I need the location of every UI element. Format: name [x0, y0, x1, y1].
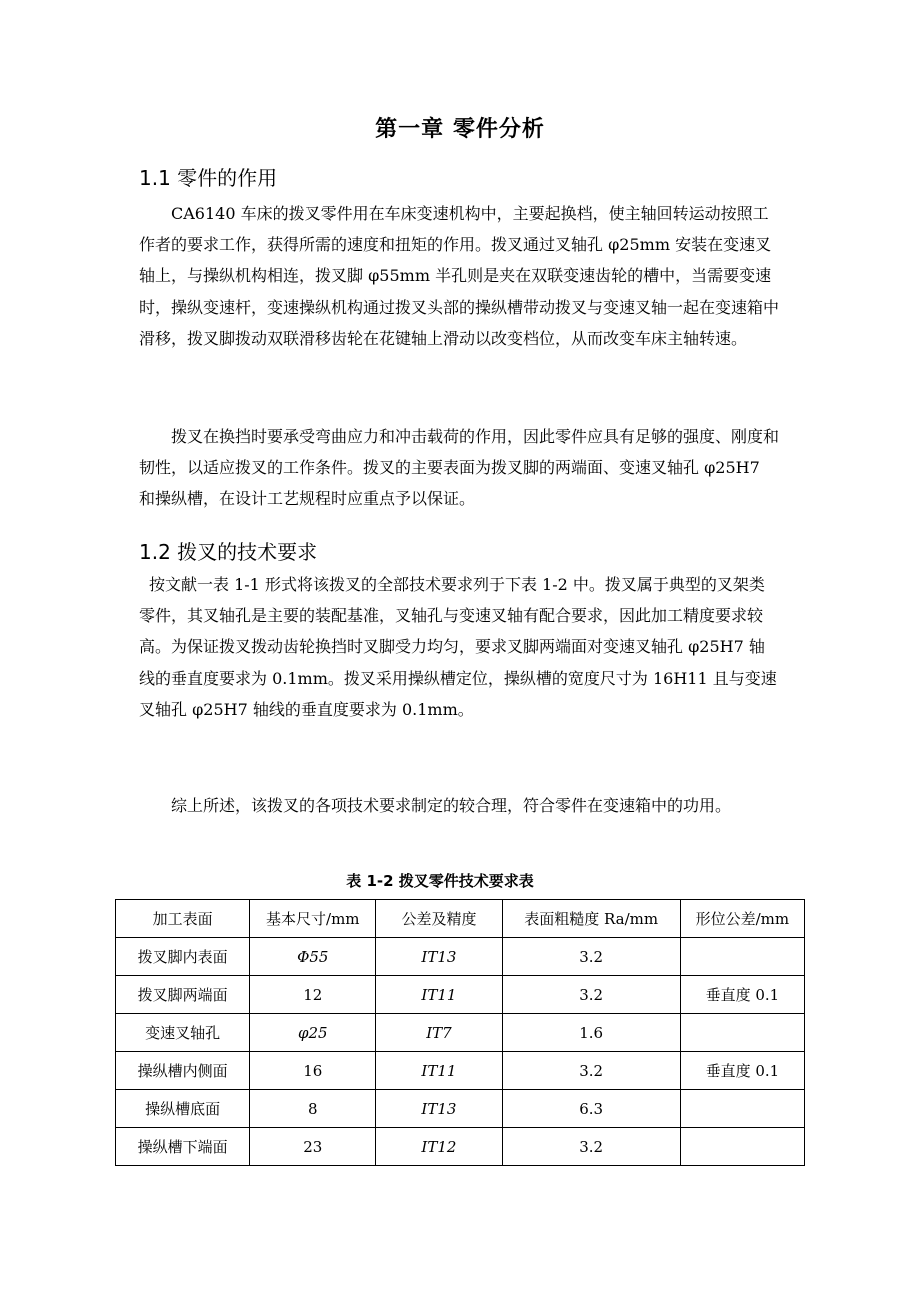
- table-cell: 变速叉轴孔: [116, 1014, 250, 1052]
- table-cell: 3.2: [502, 938, 680, 976]
- table-cell: [680, 1090, 804, 1128]
- table-header-cell: 形位公差/mm: [680, 900, 804, 938]
- spec-table: [115, 899, 805, 1166]
- table-cell: 操纵槽底面: [116, 1090, 250, 1128]
- table-cell: 8: [250, 1090, 376, 1128]
- table-caption: 表 1-2 拨叉零件技术要求表: [346, 872, 534, 890]
- section-heading: 1.1 零件的作用: [139, 166, 278, 190]
- table-cell: IT13: [376, 1090, 502, 1128]
- table-cell: 垂直度 0.1: [680, 976, 804, 1014]
- table-cell: 拨叉脚内表面: [116, 938, 250, 976]
- table-cell: [680, 1128, 804, 1166]
- table-cell: 12: [250, 976, 376, 1014]
- table-cell: [680, 1014, 804, 1052]
- table-cell: 1.6: [502, 1014, 680, 1052]
- table-cell: 6.3: [502, 1090, 680, 1128]
- paragraph: CA6140 车床的拨叉零件用在车床变速机构中，主要起换档，使主轴回转运动按照工作者的要求工作，获得所需的速度和扭矩的作用。拨叉通过叉轴孔 φ25mm 安装在变速叉轴上，与操纵机构相连，拨叉脚 φ55mm 半孔则是夹在双联变速齿轮的槽中，当需要变速时，操纵变速杆，变速操纵机构通过拨叉头部的操纵槽带动拨叉与变速叉轴一起在变速箱中滑移，拨叉脚拨动双联滑移齿轮在花键轴上滑动以改变档位，从而改变车床主轴转速。: [139, 204, 780, 348]
- table-cell: IT11: [376, 1052, 502, 1090]
- table-cell: 操纵槽内侧面: [116, 1052, 250, 1090]
- section-heading: 1.2 拨叉的技术要求: [139, 540, 318, 564]
- table-cell: 3.2: [502, 1052, 680, 1090]
- table-row: [116, 1128, 805, 1166]
- paragraph: 按文献一表 1-1 形式将该拨叉的全部技术要求列于下表 1-2 中。拨叉属于典型的叉架类零件，其叉轴孔是主要的装配基准，叉轴孔与变速叉轴有配合要求，因此加工精度要求较高。为保证拨叉拨动齿轮换挡时叉脚受力均匀，要求叉脚两端面对变速叉轴孔 φ25H7 轴线的垂直度要求为 0.1mm。拨叉采用操纵槽定位，操纵槽的宽度尺寸为 16H11 且与变速叉轴孔 φ25H7 轴线的垂直度要求为 0.1mm。: [139, 575, 777, 719]
- table-cell: 16: [250, 1052, 376, 1090]
- table-header-cell: 加工表面: [116, 900, 250, 938]
- table-row: [116, 1014, 805, 1052]
- table-cell: 垂直度 0.1: [680, 1052, 804, 1090]
- table-cell: Φ55: [250, 938, 376, 976]
- table-header-cell: 基本尺寸/mm: [250, 900, 376, 938]
- table-cell: 23: [250, 1128, 376, 1166]
- table-cell: 3.2: [502, 1128, 680, 1166]
- table-cell: IT11: [376, 976, 502, 1014]
- table-cell: [680, 938, 804, 976]
- table-cell: 操纵槽下端面: [116, 1128, 250, 1166]
- paragraph: 拨叉在换挡时要承受弯曲应力和冲击载荷的作用，因此零件应具有足够的强度、刚度和韧性，以适应拨叉的工作条件。拨叉的主要表面为拨叉脚的两端面、变速叉轴孔 φ25H7 和操纵槽，在设计工艺规程时应重点予以保证。: [139, 427, 780, 509]
- table-cell: φ25: [250, 1014, 376, 1052]
- table-row: [116, 938, 805, 976]
- table-cell: IT12: [376, 1128, 502, 1166]
- table-cell: 拨叉脚两端面: [116, 976, 250, 1014]
- table-header-cell: 表面粗糙度 Ra/mm: [502, 900, 680, 938]
- chapter-title: 第一章 零件分析: [375, 117, 545, 142]
- table-row: [116, 1052, 805, 1090]
- table-header-row: [116, 900, 805, 938]
- table-row: [116, 976, 805, 1014]
- table-cell: 3.2: [502, 976, 680, 1014]
- table-cell: IT7: [376, 1014, 502, 1052]
- table-cell: IT13: [376, 938, 502, 976]
- table-header-cell: 公差及精度: [376, 900, 502, 938]
- paragraph: 综上所述，该拨叉的各项技术要求制定的较合理，符合零件在变速箱中的功用。: [171, 796, 732, 815]
- table-row: [116, 1090, 805, 1128]
